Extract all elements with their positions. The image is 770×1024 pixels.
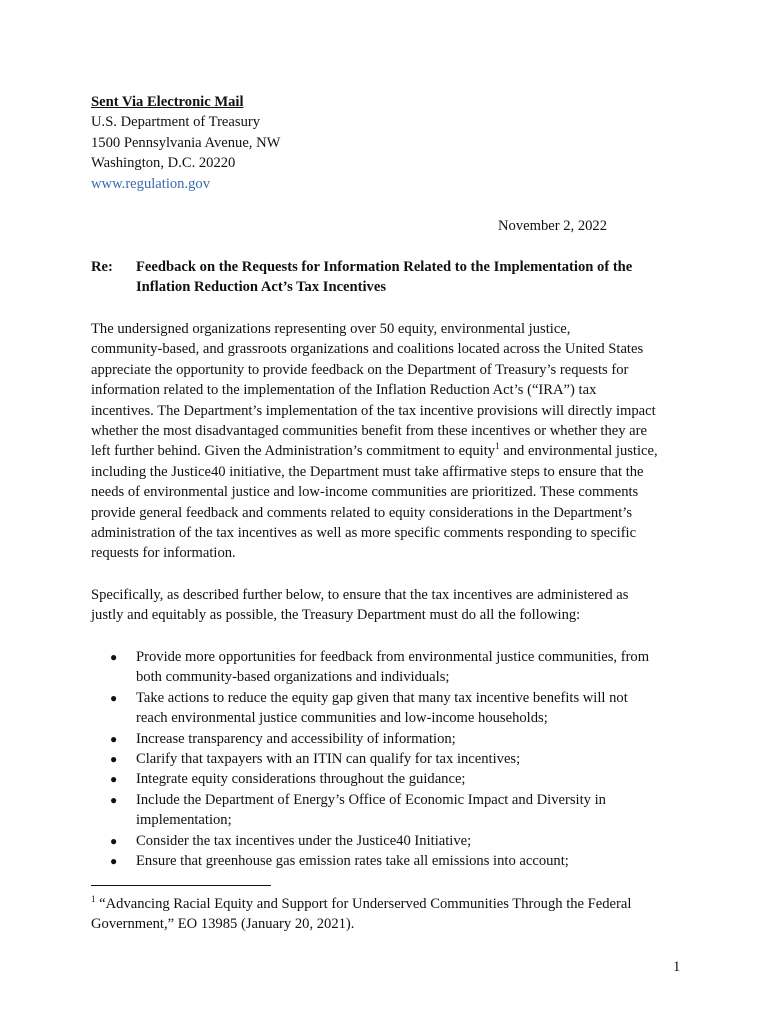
list-item bbox=[110, 647, 710, 688]
paragraph-line: community-based, and grassroots organizations and coalitions located across the United States bbox=[91, 341, 644, 358]
list-item-line: Integrate equity considerations throughout the guidance; bbox=[136, 771, 466, 788]
footnote bbox=[91, 894, 711, 935]
bullet-icon: ● bbox=[110, 752, 118, 767]
list-item bbox=[110, 851, 710, 871]
sent-via-heading: Sent Via Electronic Mail bbox=[91, 94, 244, 110]
bullet-icon: ● bbox=[110, 792, 118, 807]
list-item-line: Increase transparency and accessibility of information; bbox=[136, 730, 456, 747]
recipient-line: 1500 Pennsylvania Avenue, NW bbox=[91, 134, 281, 151]
list-item-line: Provide more opportunities for feedback from environmental justice communities, from bbox=[136, 649, 650, 665]
paragraph-line-with-footnote bbox=[91, 441, 691, 461]
footnote-number: 1 bbox=[91, 894, 96, 904]
list-item bbox=[110, 769, 710, 789]
recipient-address bbox=[91, 92, 691, 194]
list-item bbox=[110, 688, 710, 729]
bullet-icon: ● bbox=[110, 772, 118, 787]
recipient-line: Washington, D.C. 20220 bbox=[91, 155, 236, 172]
paragraph-line: information related to the implementation of the Inflation Reduction Act’s (“IRA”) tax bbox=[91, 382, 597, 399]
paragraph-line: whether the most disadvantaged communities benefit from these incentives or whether they are bbox=[91, 423, 648, 440]
subject-text-line: Inflation Reduction Act’s Tax Incentives bbox=[136, 279, 387, 296]
subject-text-line: Feedback on the Requests for Information Related to the Implementation of the bbox=[136, 259, 633, 275]
list-item-line: Ensure that greenhouse gas emission rates take all emissions into account; bbox=[136, 853, 569, 870]
paragraph-line: provide general feedback and comments related to equity considerations in the Department’s bbox=[91, 504, 632, 521]
footnote-divider bbox=[91, 885, 271, 886]
paragraph-line-tail: and environmental justice, bbox=[499, 443, 658, 460]
bullet-icon: ● bbox=[110, 833, 118, 848]
list-item-line: both community-based organizations and individuals; bbox=[136, 669, 450, 686]
bullet-icon: ● bbox=[110, 650, 118, 664]
list-item-line: Take actions to reduce the equity gap given that many tax incentive benefits will not bbox=[136, 689, 628, 706]
list-item-line: Include the Department of Energy’s Office of Economic Impact and Diversity in bbox=[136, 791, 606, 808]
list-item bbox=[110, 749, 710, 769]
bullet-icon: ● bbox=[110, 690, 118, 705]
footnote-line bbox=[91, 894, 711, 914]
paragraph-line: incentives. The Department’s implementation of the tax incentive provisions will directly impact bbox=[91, 402, 656, 419]
list-item-line: Consider the tax incentives under the Justice40 Initiative; bbox=[136, 832, 472, 849]
page-number: 1 bbox=[673, 959, 681, 975]
recommendations-list bbox=[110, 647, 710, 871]
bullet-icon: ● bbox=[110, 854, 118, 869]
paragraph-line: Specifically, as described further below, to ensure that the tax incentives are administered as bbox=[91, 587, 629, 603]
footnote-line: Government,” EO 13985 (January 20, 2021). bbox=[91, 916, 355, 933]
list-item-line: Clarify that taxpayers with an ITIN can qualify for tax incentives; bbox=[136, 751, 521, 768]
paragraph-line: including the Justice40 initiative, the Department must take affirmative steps to ensure that the bbox=[91, 463, 644, 480]
intro-paragraph bbox=[91, 319, 691, 564]
specifics-paragraph bbox=[91, 585, 691, 626]
subject-label: Re: bbox=[91, 259, 113, 275]
paragraph-line: requests for information. bbox=[91, 545, 236, 562]
paragraph-line: appreciate the opportunity to provide feedback on the Department of Treasury’s requests for bbox=[91, 361, 629, 378]
website-link[interactable]: www.regulation.gov bbox=[91, 175, 211, 192]
list-item-line: implementation; bbox=[136, 812, 232, 829]
letter-date: November 2, 2022 bbox=[498, 218, 608, 234]
footnote-text: “Advancing Racial Equity and Support for Underserved Communities Through the Federal bbox=[95, 896, 632, 912]
footnote-reference[interactable]: 1 bbox=[495, 441, 500, 452]
list-item bbox=[110, 831, 710, 851]
paragraph-line-head: left further behind. Given the Administration’s commitment to equity bbox=[91, 443, 496, 460]
paragraph-line: The undersigned organizations representing over 50 equity, environmental justice, bbox=[91, 321, 571, 337]
paragraph-line: administration of the tax incentives as well as more specific comments responding to specific bbox=[91, 525, 637, 542]
list-item bbox=[110, 729, 710, 749]
list-item bbox=[110, 790, 710, 831]
list-item-line: reach environmental justice communities and low-income households; bbox=[136, 710, 548, 727]
paragraph-line: needs of environmental justice and low-income communities are prioritized. These comments bbox=[91, 484, 639, 501]
recipient-line: U.S. Department of Treasury bbox=[91, 114, 261, 131]
bullet-icon: ● bbox=[110, 731, 118, 746]
subject-text bbox=[136, 257, 696, 298]
paragraph-line: justly and equitably as possible, the Treasury Department must do all the following: bbox=[91, 607, 581, 624]
